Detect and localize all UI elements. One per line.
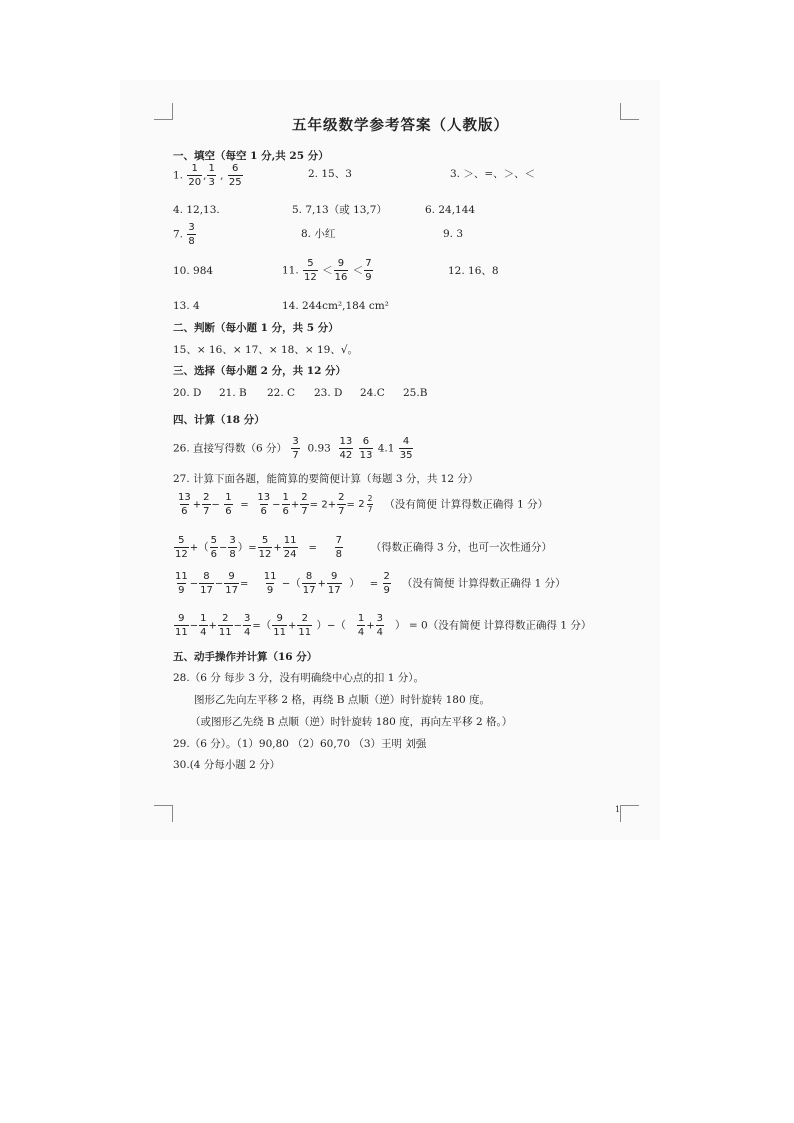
- page-number: 1: [615, 805, 621, 814]
- frac: $\frac{1}{4}$: [200, 613, 207, 638]
- q27-line-1-note: （没有简便 计算得数正确得 1 分）: [384, 498, 549, 511]
- equals-sign: =: [346, 499, 355, 511]
- minus-sign: −: [281, 578, 291, 590]
- frac: $\frac{3}{4}$: [376, 613, 384, 638]
- frac: $\frac{11}{9}$: [263, 571, 277, 596]
- q30-answer: 30.(4 分每小题 2 分）: [173, 759, 281, 771]
- plus-sign: +: [208, 620, 217, 632]
- plus-sign: +: [273, 542, 282, 554]
- right-paren: ）: [395, 619, 406, 632]
- right-paren: ）: [316, 619, 327, 632]
- frac: $\frac{1}{4}$: [357, 613, 365, 638]
- q1-fraction-3: $\frac{6}{25}$: [228, 163, 242, 188]
- q26-value-5: 4.1: [377, 442, 395, 455]
- minus-sign: −: [211, 499, 220, 511]
- frac: $\frac{1}{6}$: [225, 492, 232, 517]
- frac: $\frac{8}{17}$: [200, 571, 213, 596]
- q27-line-2: [173, 535, 552, 560]
- frac: $\frac{2}{11}$: [218, 613, 232, 638]
- frac: $\frac{2}{11}$: [298, 613, 312, 638]
- frac: $\frac{7}{8}$: [335, 535, 342, 560]
- q27-line-3: [173, 571, 566, 596]
- q4-answer: 4. 12,13.: [173, 204, 220, 216]
- crop-mark-top-right: [620, 103, 639, 120]
- frac: $\frac{9}{11}$: [273, 613, 287, 638]
- plus-sign: +: [288, 620, 297, 632]
- q11-fraction-2: $\frac{9}{16}$: [334, 258, 348, 283]
- frac: $\frac{5}{6}$: [210, 535, 217, 560]
- equals-sign: =: [252, 620, 261, 632]
- frac: $\frac{8}{17}$: [302, 571, 316, 596]
- plus-sign: +: [317, 578, 326, 590]
- equals-sign: =: [308, 542, 317, 554]
- choice-21: 21. B: [219, 387, 247, 399]
- crop-mark-bottom-right: [620, 805, 639, 822]
- right-paren: ）: [237, 541, 249, 554]
- right-paren: ）: [349, 577, 360, 590]
- frac: $\frac{11}{9}$: [175, 571, 188, 596]
- minus-sign: −: [189, 620, 199, 632]
- plus-sign: +: [290, 499, 300, 511]
- q26-fraction-3: $\frac{13}{42}$: [339, 436, 353, 461]
- frac: $\frac{3}{4}$: [244, 613, 251, 638]
- q28-line-1: 28.（6 分 每步 3 分，没有明确绕中心点的扣 1 分）。: [173, 672, 425, 684]
- equals-sign: =: [248, 542, 257, 554]
- q11-fraction-1: $\frac{5}{12}$: [304, 258, 317, 283]
- q1-fraction-2: $\frac{1}{3}$: [208, 163, 215, 188]
- q26-fraction-4: $\frac{6}{13}$: [359, 436, 373, 461]
- q5-answer: 5. 7,13（或 13,7）: [292, 204, 387, 216]
- q9-answer: 9. 3: [443, 228, 464, 240]
- judge-answers: 15、× 16、× 17、× 18、× 19、√。: [173, 344, 359, 356]
- q29-answer: 29.（6 分）。（1）90,80 （2）60,70 （3）王明 刘强: [173, 738, 427, 750]
- frac: $\frac{9}{17}$: [225, 571, 238, 596]
- frac: $\frac{11}{24}$: [283, 535, 297, 560]
- q7-fraction: $\frac{3}{8}$: [188, 222, 195, 247]
- choice-24: 24.C: [360, 387, 385, 399]
- section-fill-heading: 一、填空（每空 1 分,共 25 分）: [173, 150, 329, 162]
- whole-number: 2: [321, 499, 328, 511]
- q7-answer: [173, 222, 197, 247]
- q2-answer: 2. 15、3: [308, 168, 352, 180]
- q27-line-4: [173, 613, 591, 638]
- minus-sign: −: [219, 542, 228, 554]
- q13-answer: 13. 4: [173, 300, 200, 312]
- frac: $\frac{5}{12}$: [175, 535, 188, 560]
- q26-answer: [173, 436, 414, 461]
- frac: $\frac{2}{7}$: [301, 492, 308, 517]
- frac: $\frac{9}{17}$: [327, 571, 341, 596]
- q14-answer: 14. 244cm²,184 cm²: [282, 300, 389, 312]
- frac: $\frac{13}{6}$: [178, 492, 191, 517]
- q1-fraction-1: $\frac{1}{20}$: [188, 163, 202, 188]
- left-paren: （: [260, 619, 272, 632]
- left-paren: （: [290, 577, 301, 590]
- q1-answer: 1. $\frac{1}{20}$ , $\frac{1}{3}$ , $\frac{6}{25}$: [173, 163, 242, 188]
- frac: $\frac{1}{6}$: [282, 492, 289, 517]
- q27-label: 27. 计算下面各题，能简算的要简便计算（每题 3 分，共 12 分）: [173, 473, 479, 485]
- left-paren: （: [335, 619, 346, 632]
- crop-mark-top-left: [154, 103, 173, 120]
- q11-less-than-2: ＜: [352, 264, 364, 277]
- plus-sign: +: [192, 499, 202, 511]
- choice-25: 25.B: [403, 387, 428, 399]
- crop-mark-bottom-left: [154, 805, 173, 822]
- q12-answer: 12. 16、8: [448, 265, 499, 277]
- plus-sign: +: [327, 499, 337, 511]
- q1-label: 1.: [173, 169, 184, 182]
- equals-sign: =: [239, 578, 249, 590]
- choice-22: 22. C: [267, 387, 296, 399]
- q27-line-1: [176, 492, 548, 517]
- minus-sign: −: [189, 578, 199, 590]
- minus-sign: −: [326, 620, 336, 632]
- q26-value-2: 0.93: [307, 442, 331, 455]
- choice-20: 20. D: [173, 387, 202, 399]
- q3-answer: 3. ＞、=、＞、＜: [450, 168, 536, 180]
- equals-sign: =: [240, 499, 249, 511]
- q28-line-3: （或图形乙先绕 B 点顺（逆）时针旋转 180 度，再向左平移 2 格。）: [190, 716, 513, 728]
- q26-label: 26. 直接写得数（6 分）: [173, 442, 288, 455]
- minus-sign: −: [214, 578, 224, 590]
- section-operation-heading: 五、动手操作并计算（16 分）: [173, 651, 318, 663]
- frac: $\frac{3}{8}$: [229, 535, 236, 560]
- frac: $\frac{9}{11}$: [175, 613, 188, 638]
- mixed-number: 2 $\frac{2}{7}$: [358, 494, 373, 514]
- frac: $\frac{2}{9}$: [383, 571, 390, 596]
- q7-label: 7.: [173, 228, 184, 241]
- frac: $\frac{5}{12}$: [258, 535, 272, 560]
- q27-line-4-note: = 0（没有简便 计算得数正确得 1 分）: [408, 619, 592, 632]
- q8-answer: 8. 小红: [301, 228, 336, 240]
- q10-answer: 10. 984: [173, 265, 214, 277]
- equals-sign: =: [369, 578, 379, 590]
- q11-less-than-1: ＜: [322, 264, 333, 277]
- frac: $\frac{13}{6}$: [257, 492, 271, 517]
- section-judge-heading: 二、判断（每小题 1 分，共 5 分）: [173, 322, 339, 334]
- equals-sign: =: [309, 499, 319, 511]
- q11-label: 11.: [282, 264, 299, 277]
- q27-line-3-note: （没有简便 计算得数正确得 1 分）: [401, 577, 566, 590]
- left-paren: （: [198, 541, 209, 554]
- q26-fraction-6: $\frac{4}{35}$: [399, 436, 413, 461]
- minus-sign: −: [272, 499, 281, 511]
- minus-sign: −: [233, 620, 243, 632]
- section-choice-heading: 三、选择（每小题 2 分，共 12 分）: [173, 365, 347, 377]
- frac: $\frac{2}{7}$: [203, 492, 210, 517]
- q26-fraction-1: $\frac{3}{7}$: [292, 436, 299, 461]
- frac: $\frac{2}{7}$: [338, 492, 345, 517]
- plus-sign: +: [189, 542, 199, 554]
- plus-sign: +: [366, 620, 375, 632]
- choice-23: 23. D: [314, 387, 343, 399]
- q27-line-2-note: （得数正确得 3 分，也可一次性通分）: [370, 541, 553, 554]
- q11-answer: [282, 258, 374, 283]
- section-calc-heading: 四、计算（18 分）: [173, 414, 265, 426]
- q6-answer: 6. 24,144: [425, 204, 476, 216]
- q11-fraction-3: $\frac{7}{9}$: [365, 258, 372, 283]
- document-title: 五年级数学参考答案（人教版）: [292, 117, 509, 134]
- q28-line-2: 图形乙先向左平移 2 格，再绕 B 点顺（逆）时针旋转 180 度。: [194, 694, 490, 706]
